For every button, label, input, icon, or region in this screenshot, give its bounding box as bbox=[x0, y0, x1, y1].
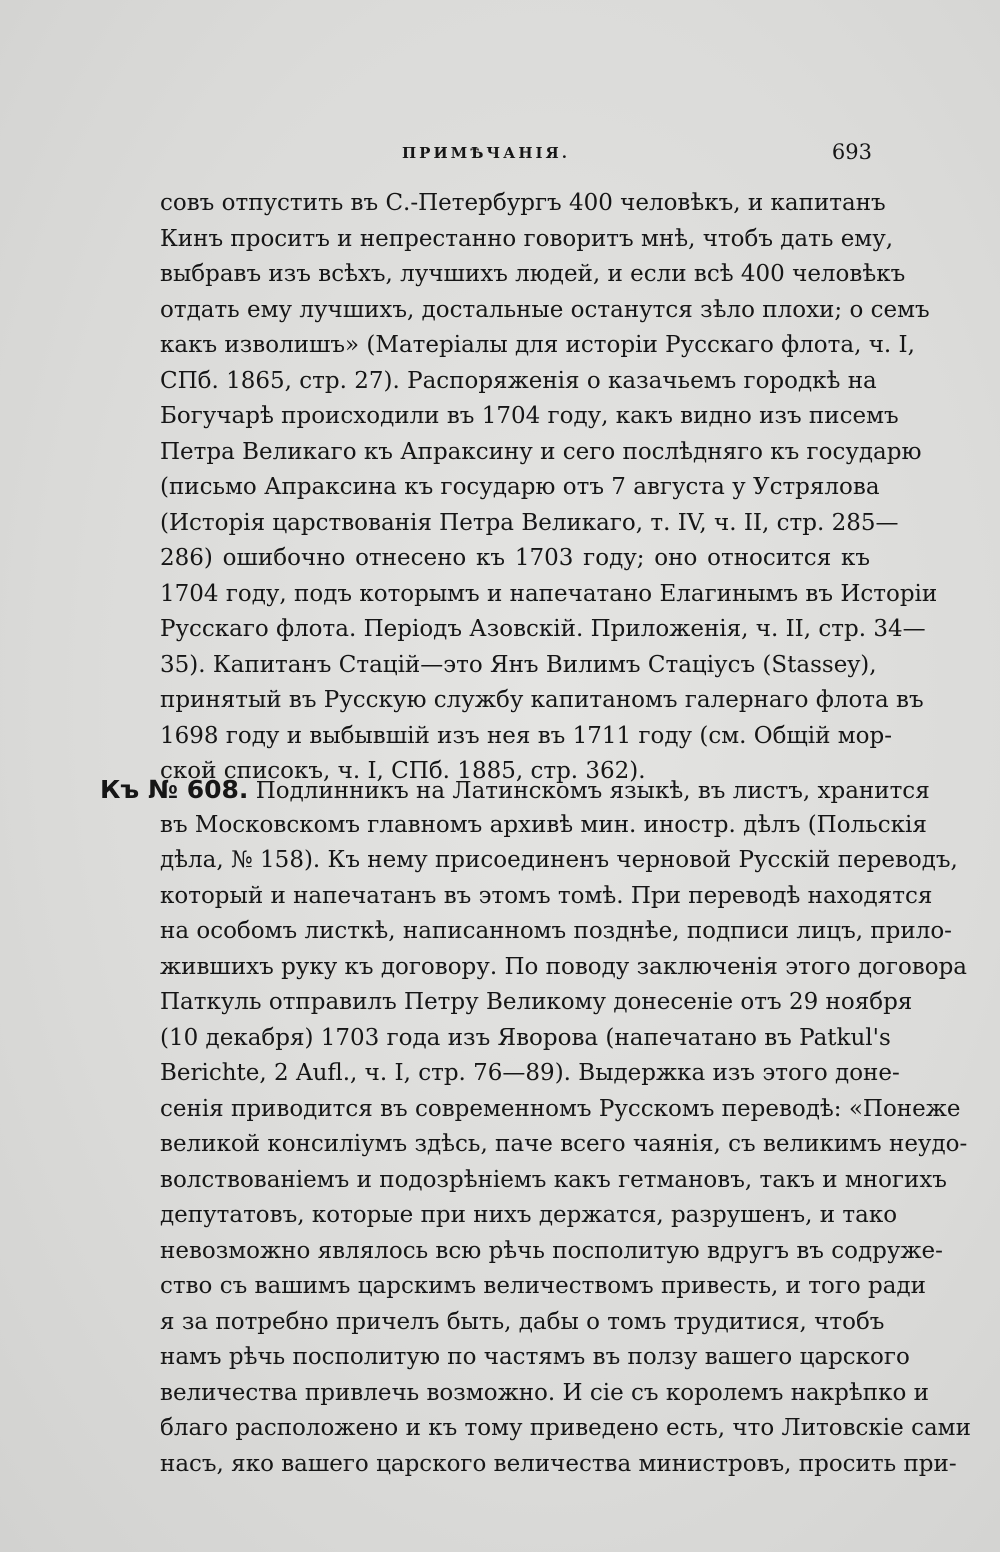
text-line: депутатовъ, которые при нихъ держатся, разрушенъ, и тако bbox=[160, 1202, 898, 1228]
running-head: ПРИМѢЧАНІЯ. bbox=[402, 144, 570, 162]
text-line: 286) ошибочно отнесено къ 1703 году; оно относится къ bbox=[160, 545, 870, 571]
text-line: выбравъ изъ всѣхъ, лучшихъ людей, и если всѣ 400 человѣкъ bbox=[160, 261, 906, 287]
text-line: я за потребно причелъ быть, дабы о томъ трудитися, чтобъ bbox=[160, 1308, 885, 1335]
text-line: ской списокъ, ч. I, СПб. 1885, стр. 362). bbox=[160, 758, 646, 784]
text-line: дѣла, № 158). Къ нему присоединенъ черновой Русскій переводъ, bbox=[160, 847, 958, 873]
note-first-line-text: Подлинникъ на Латинскомъ языкѣ, въ листъ, хранится bbox=[255, 778, 930, 804]
text-line: на особомъ листкѣ, написанномъ позднѣе, подписи лицъ, прило- bbox=[160, 918, 952, 944]
text-line: какъ изволишъ» (Матеріалы для исторіи Русскаго флота, ч. I, bbox=[160, 332, 915, 358]
page-number: 693 bbox=[831, 140, 872, 164]
text-line: (10 декабря) 1703 года изъ Яворова (напечатано въ Patkul's bbox=[160, 1024, 891, 1051]
note-first-line bbox=[100, 772, 930, 808]
text-line: въ Московскомъ главномъ архивѣ мин. иностр. дѣлъ (Польскія bbox=[160, 811, 927, 838]
text-line: 1704 году, подъ которымъ и напечатано Елагинымъ въ Исторіи bbox=[160, 580, 938, 607]
text-line: Богучарѣ происходили въ 1704 году, какъ видно изъ писемъ bbox=[160, 403, 899, 429]
text-line: ство съ вашимъ царскимъ величествомъ привесть, и того ради bbox=[160, 1273, 926, 1299]
text-line: намъ рѣчь посполитую по частямъ въ ползу вашего царского bbox=[160, 1344, 910, 1370]
text-line: жившихъ руку къ договору. По поводу заключенія этого договора bbox=[160, 953, 968, 980]
text-line: СПб. 1865, стр. 27). Распоряженія о казачьемъ городкѣ на bbox=[160, 367, 877, 394]
note-reference: Къ № 608. bbox=[100, 775, 249, 804]
note-body bbox=[100, 808, 971, 1483]
text-line: насъ, яко вашего царского величества министровъ, просить при- bbox=[160, 1450, 957, 1477]
text-line: (письмо Апраксина къ государю отъ 7 августа у Устрялова bbox=[160, 474, 880, 500]
text-line: Кинъ проситъ и непрестанно говоритъ мнѣ, чтобъ дать ему, bbox=[160, 225, 894, 252]
paragraph-continued bbox=[160, 186, 938, 790]
text-line: (Исторія царствованія Петра Великаго, т. IV, ч. II, стр. 285— bbox=[160, 509, 899, 536]
text-line: Петра Великаго къ Апраксину и сего послѣдняго къ государю bbox=[160, 438, 922, 465]
note-608 bbox=[100, 772, 971, 1482]
text-line: величества привлечь возможно. И сіе съ королемъ накрѣпко и bbox=[160, 1379, 929, 1406]
page-header bbox=[160, 140, 872, 170]
text-line: Русскаго флота. Періодъ Азовскій. Приложенія, ч. II, стр. 34— bbox=[160, 616, 926, 642]
text-line: совъ отпустить въ С.-Петербургъ 400 человѣкъ, и капитанъ bbox=[160, 190, 886, 216]
text-line: 1698 году и выбывшій изъ нея въ 1711 году (см. Общій мор- bbox=[160, 722, 893, 749]
text-line: Berichte, 2 Aufl., ч. I, стр. 76—89). Выдержка изъ этого доне- bbox=[160, 1060, 900, 1086]
text-line: Паткуль отправилъ Петру Великому донесеніе отъ 29 ноября bbox=[160, 989, 913, 1015]
text-line: сенія приводится въ современномъ Русскомъ переводѣ: «Понеже bbox=[160, 1095, 961, 1122]
text-line: великой консиліумъ здѣсь, паче всего чаянія, съ великимъ неудо- bbox=[160, 1131, 968, 1157]
text-line: принятый въ Русскую службу капитаномъ галернаго флота въ bbox=[160, 687, 924, 713]
text-line: отдать ему лучшихъ, достальные останутся зѣло плохи; о семъ bbox=[160, 296, 930, 323]
text-line: невозможно являлось всю рѣчь посполитую вдругъ въ содруже- bbox=[160, 1237, 943, 1264]
text-line: волствованіемъ и подозрѣніемъ какъ гетмановъ, такъ и многихъ bbox=[160, 1166, 947, 1193]
text-line: 35). Капитанъ Стацій—это Янъ Вилимъ Стаціусъ (Stassey), bbox=[160, 651, 877, 678]
text-line: благо расположено и къ тому приведено есть, что Литовскіе сами bbox=[160, 1415, 971, 1441]
text-line: который и напечатанъ въ этомъ томѣ. При переводѣ находятся bbox=[160, 882, 933, 909]
